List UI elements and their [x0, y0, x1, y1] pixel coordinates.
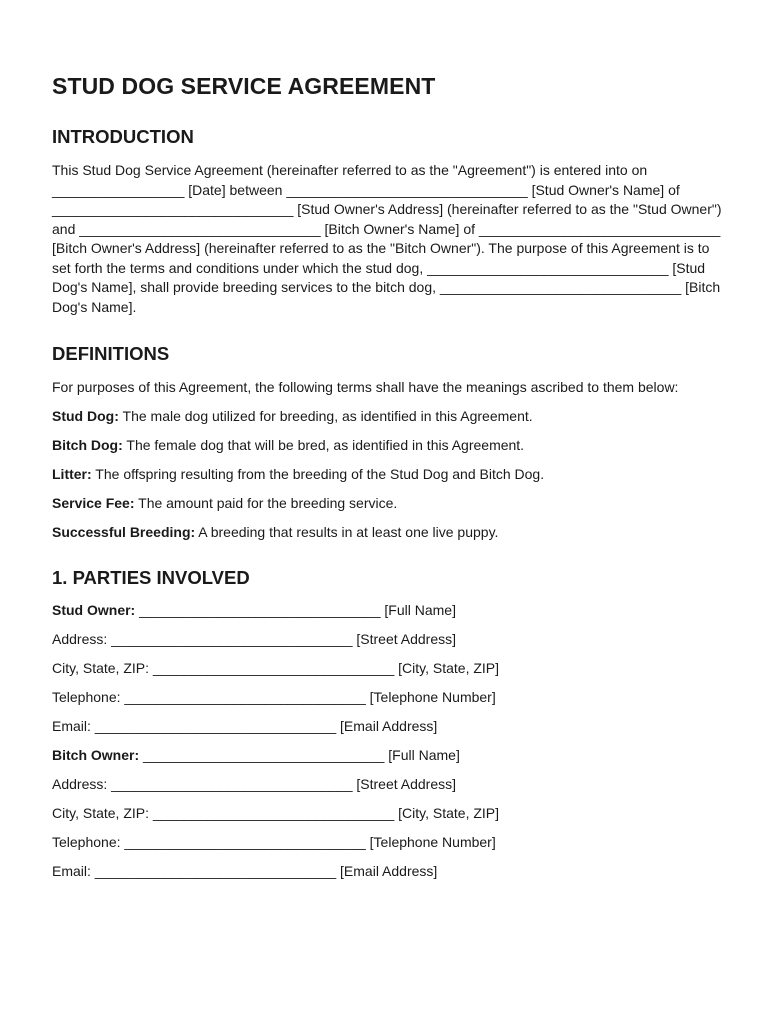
- definition-term: Stud Dog:: [52, 408, 119, 424]
- definition-text: The offspring resulting from the breeding of the Stud Dog and Bitch Dog.: [91, 466, 545, 482]
- definition-term: Litter:: [52, 466, 92, 482]
- stud-owner-address-field[interactable]: Address: _______________________________ [Street Address]: [52, 630, 457, 647]
- document-page: [52, 72, 722, 881]
- bitch-owner-telephone-field[interactable]: Telephone: _______________________________ [Telephone Number]: [52, 833, 496, 850]
- definition-stud-dog: [52, 407, 722, 427]
- bitch-owner-email-field[interactable]: Email: _______________________________ [Email Address]: [52, 862, 438, 879]
- definition-term: Bitch Dog:: [52, 437, 123, 453]
- definition-litter: [52, 465, 722, 485]
- definitions-lead: For purposes of this Agreement, the following terms shall have the meanings ascribed to them below:: [52, 379, 679, 395]
- definition-bitch-dog: [52, 436, 722, 456]
- definitions-heading: DEFINITIONS: [52, 343, 170, 364]
- definition-text: The amount paid for the breeding service.: [134, 495, 398, 511]
- stud-owner-city-field[interactable]: City, State, ZIP: _______________________________ [City, State, ZIP]: [52, 659, 500, 676]
- parties-heading: 1. PARTIES INVOLVED: [52, 566, 250, 588]
- stud-owner-email-field[interactable]: Email: _______________________________ [Email Address]: [52, 717, 438, 734]
- stud-owner-telephone-field[interactable]: Telephone: _______________________________ [Telephone Number]: [52, 688, 496, 705]
- definition-term: Service Fee:: [52, 495, 135, 511]
- stud-owner-name-field[interactable]: [52, 601, 722, 621]
- bitch-owner-city-field[interactable]: City, State, ZIP: _______________________________ [City, State, ZIP]: [52, 804, 500, 821]
- stud-owner-label: Stud Owner:: [52, 601, 136, 618]
- definition-text: The female dog that will be bred, as identified in this Agreement.: [122, 437, 525, 453]
- bitch-owner-address-field[interactable]: Address: _______________________________ [Street Address]: [52, 775, 457, 792]
- definition-text: The male dog utilized for breeding, as identified in this Agreement.: [118, 408, 533, 424]
- definition-term: Successful Breeding:: [52, 524, 196, 540]
- definition-service-fee: [52, 494, 722, 514]
- stud-owner-name-blank: _______________________________ [Full Name]: [135, 601, 456, 618]
- bitch-owner-label: Bitch Owner:: [52, 746, 140, 763]
- introduction-heading: INTRODUCTION: [52, 126, 194, 147]
- definition-text: A breeding that results in at least one live puppy.: [195, 524, 499, 540]
- bitch-owner-name-blank: _______________________________ [Full Name]: [139, 746, 460, 763]
- bitch-owner-name-field[interactable]: [52, 746, 722, 766]
- definition-successful-breeding: [52, 523, 722, 543]
- document-title: STUD DOG SERVICE AGREEMENT: [52, 73, 436, 99]
- introduction-paragraph: This Stud Dog Service Agreement (hereinafter referred to as the "Agreement") is entered into on _________________ [Date] between _______________________________ [Stud Owner's Name] of _______________________________ [Stud Owner's Address] (hereinafter referred to as the "Stud Owner") and _______________________________ [Bitch Owner's Name] of _______________________________ [Bitch Owner's Address] (hereinafter referred to as the "Bitch Owner"). The purpose of this Agreement is to set forth the terms and conditions under which the stud dog, _______________________________ [Stud Dog's Name], shall provide breeding services to the bitch dog, _______________________________ [Bitch Dog's Name].: [52, 162, 722, 315]
